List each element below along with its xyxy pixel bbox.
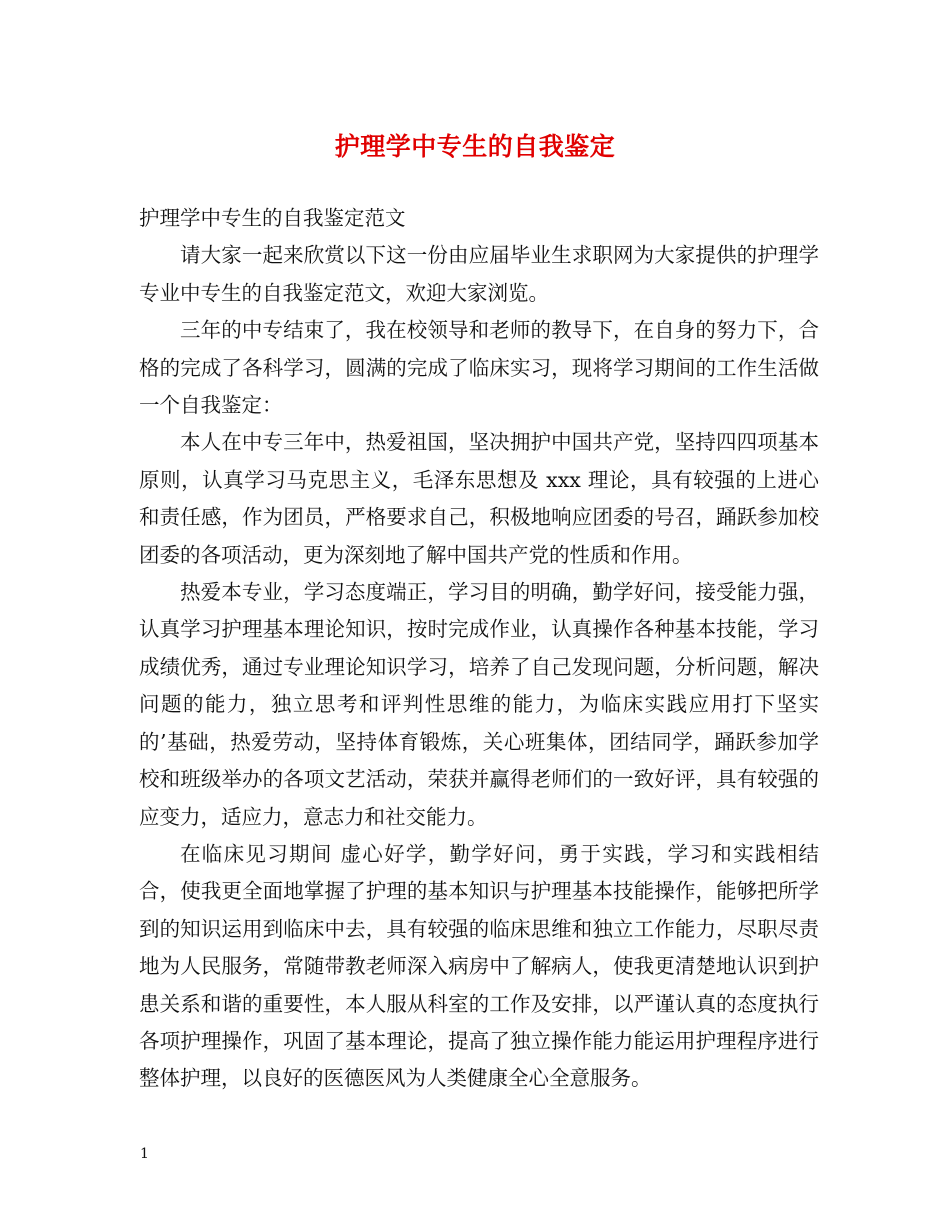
document-body xyxy=(139,200,819,1098)
paragraph-intro: 请大家一起来欣赏以下这一份由应届毕业生求职网为大家提供的护理学专业中专生的自我鉴定范文，欢迎大家浏览。 xyxy=(139,243,819,305)
paragraph-political: 本人在中专三年中，热爱祖国，坚决拥护中国共产党，坚持四四项基本原则，认真学习马克思主义，毛泽东思想及 xxx 理论，具有较强的上进心和责任感，作为团员，严格要求自己，积极地响应团委的号召，踊跃参加校团委的各项活动，更为深刻地了解中国共产党的性质和作用。 xyxy=(139,430,819,567)
paragraph-clinical: 在临床见习期间 虚心好学，勤学好问，勇于实践，学习和实践相结合，使我更全面地掌握了护理的基本知识与护理基本技能操作，能够把所学到的知识运用到临床中去，具有较强的临床思维和独立工作能力，尽职尽责地为人民服务，常随带教老师深入病房中了解病人，使我更清楚地认识到护患关系和谐的重要性，本人服从科室的工作及安排，以严谨认真的态度执行各项护理操作，巩固了基本理论，提高了独立操作能力能运用护理程序进行整体护理，以良好的医德医风为人类健康全心全意服务。 xyxy=(139,841,819,1091)
document-subtitle: 护理学中专生的自我鉴定范文 xyxy=(139,206,406,230)
paragraph-summary: 三年的中专结束了，我在校领导和老师的教导下，在自身的努力下，合格的完成了各科学习，圆满的完成了临床实习，现将学习期间的工作生活做一个自我鉴定： xyxy=(139,318,819,418)
document-title: 护理学中专生的自我鉴定 xyxy=(334,132,616,161)
page-number: 1 xyxy=(140,1146,149,1162)
paragraph-study: 热爱本专业，学习态度端正，学习目的明确，勤学好问，接受能力强，认真学习护理基本理论知识，按时完成作业，认真操作各种基本技能，学习成绩优秀，通过专业理论知识学习，培养了自己发现问题，分析问题，解决问题的能力，独立思考和评判性思维的能力，为临床实践应用打下坚实的’基础，热爱劳动，坚持体育锻炼，关心班集体，团结同学，踊跃参加学校和班级举办的各项文艺活动，荣获并赢得老师们的一致好评，具有较强的应变力，适应力，意志力和社交能力。 xyxy=(139,580,819,829)
